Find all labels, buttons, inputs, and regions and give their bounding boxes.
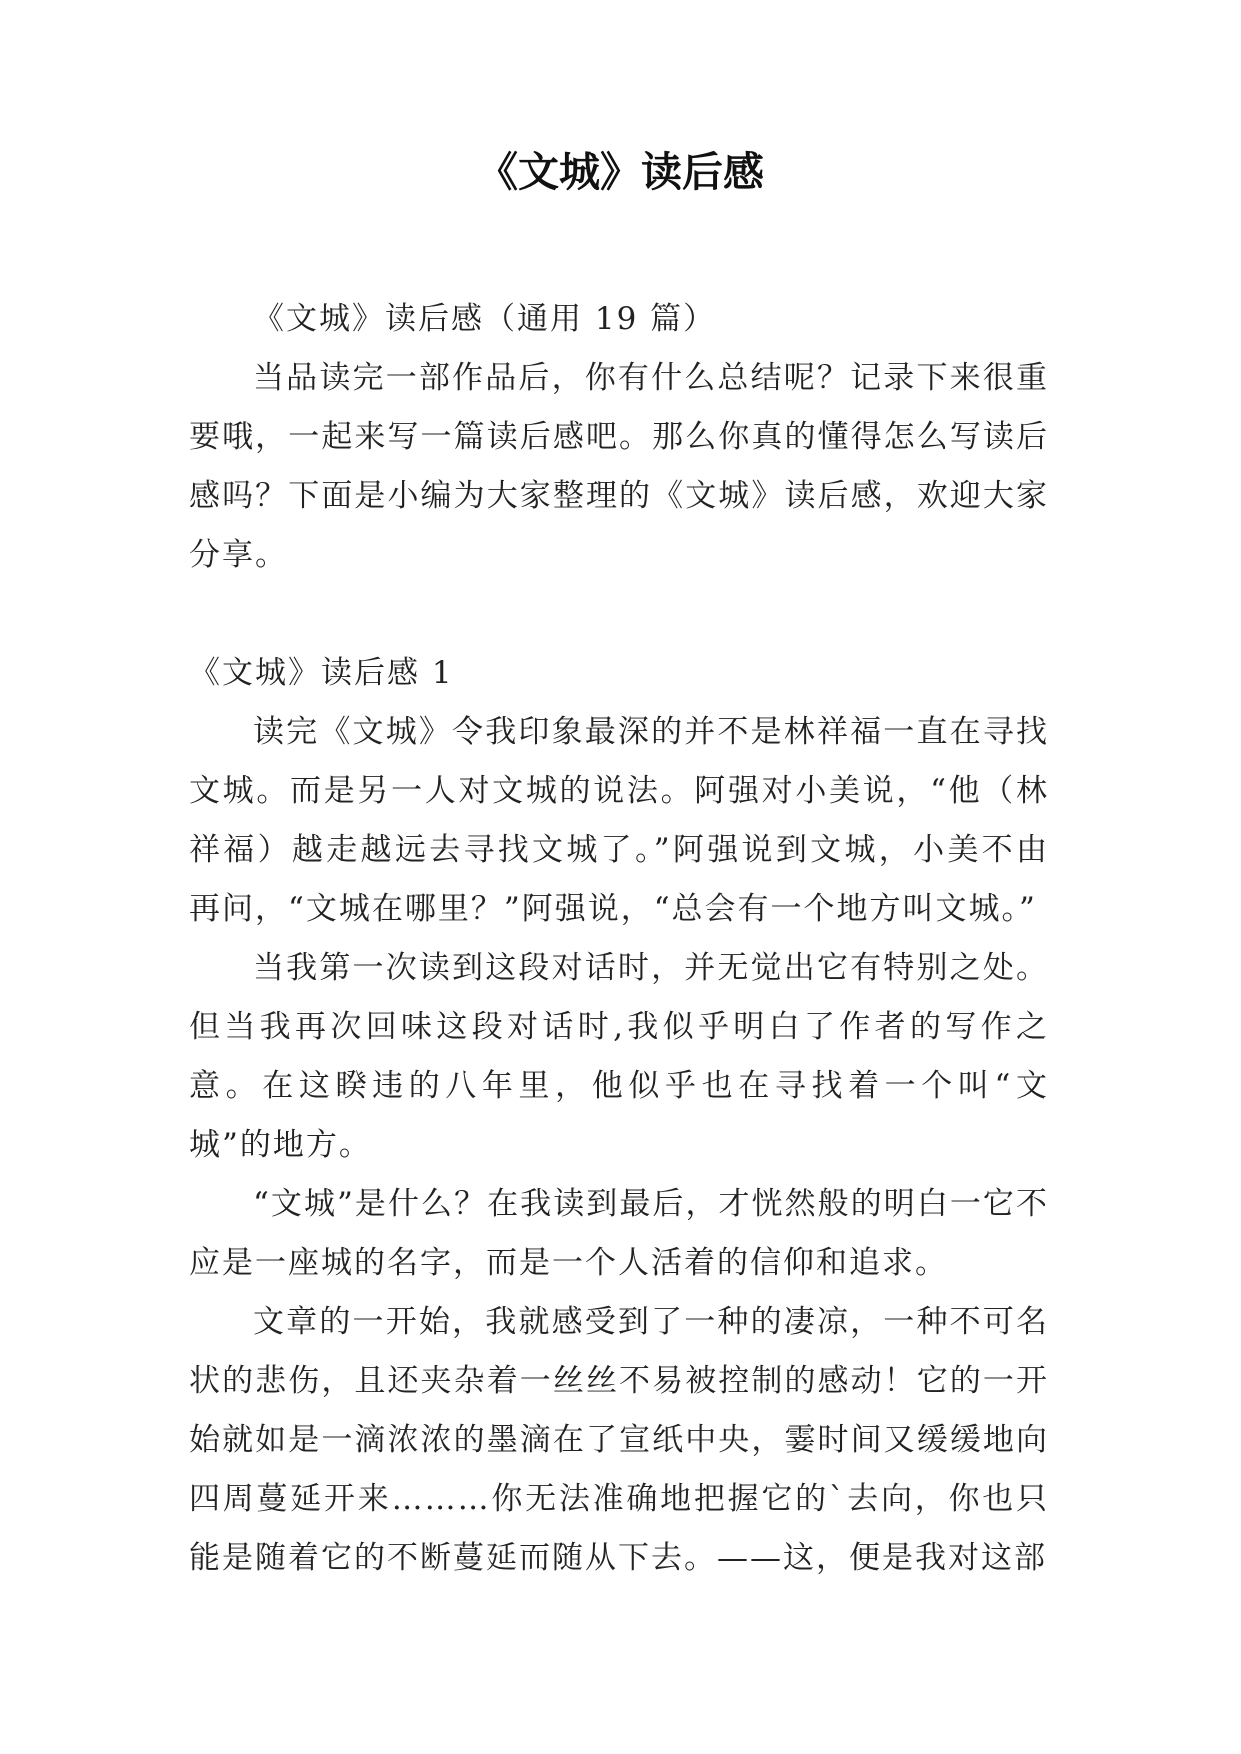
- intro-paragraph: 当品读完一部作品后，你有什么总结呢？记录下来很重要哦，一起来写一篇读后感吧。那么你真的懂得怎么写读后感吗？下面是小编为大家整理的《文城》读后感，欢迎大家分享。: [189, 360, 1049, 573]
- section-paragraph-1: 读完《文城》令我印象最深的并不是林祥福一直在寻找文城。而是另一人对文城的说法。阿强对小美说，“他（林祥福）越走越远去寻找文城了。”阿强说到文城，小美不由再问，“文城在哪里？”阿强说，“总会有一个地方叫文城。”: [189, 714, 1049, 927]
- document-subtitle: 《文城》读后感（通用 19 篇）: [253, 301, 717, 337]
- paragraph-gap: [189, 585, 1049, 644]
- section-heading: 《文城》读后感 1: [189, 655, 454, 691]
- section-paragraph-3: “文城”是什么？在我读到最后，才恍然般的明白一它不应是一座城的名字，而是一个人活着的信仰和追求。: [189, 1186, 1049, 1281]
- section-paragraph-2: 当我第一次读到这段对话时，并无觉出它有特别之处。但当我再次回味这段对话时,我似乎明白了作者的写作之意。在这睽违的八年里，他似乎也在寻找着一个叫“文城”的地方。: [189, 950, 1049, 1163]
- section-paragraph-4: 文章的一开始，我就感受到了一种的凄凉，一种不可名状的悲伤，且还夹杂着一丝丝不易被控制的感动！它的一开始就如是一滴浓浓的墨滴在了宣纸中央，霎时间又缓缓地向四周蔓延开来………你无法准确地把握它的`去向，你也只能是随着它的不断蔓延而随从下去。——这，便是我对这部: [189, 1304, 1049, 1576]
- document-title: 《文城》读后感: [477, 148, 764, 196]
- document-body: [189, 290, 1049, 1588]
